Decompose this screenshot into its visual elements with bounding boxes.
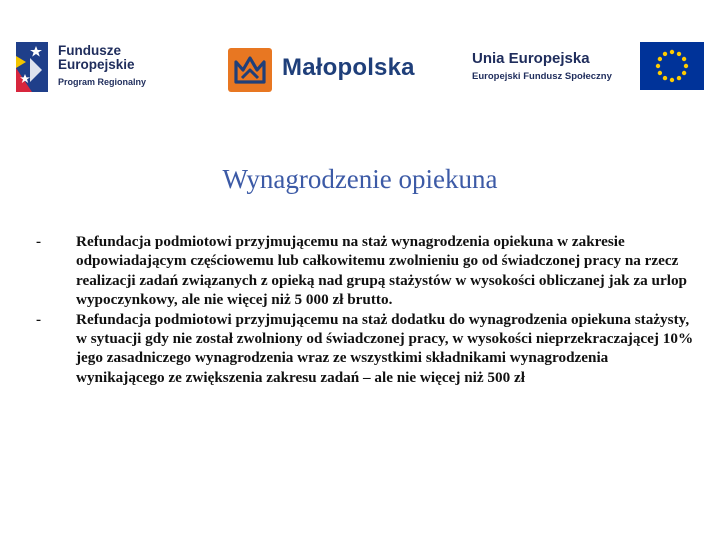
fundusze-line2: Europejskie	[58, 57, 135, 72]
bullet-text: Refundacja podmiotowi przyjmującemu na staż wynagrodzenia opiekuna w zakresie odpowiadającym częściowemu lub całkowitemu zwolnieniu go od świadczonej pracy na rzecz realizacji zadań związanych z opieką nad grupą stażystów w wysokości obliczanej jak za urlop wypoczynkowy, ale nie więcej niż 5 000 zł brutto.	[76, 233, 687, 309]
eu-flag-icon	[640, 42, 704, 90]
bullet-marker: -	[36, 233, 42, 250]
unia-line1: Unia Europejska	[472, 50, 590, 67]
malopolska-logo	[228, 48, 438, 92]
bullet-list	[36, 232, 696, 387]
unia-line2: Europejski Fundusz Społeczny	[472, 71, 612, 82]
fundusze-europejskie-text	[58, 44, 146, 89]
fundusze-line3: Program Regionalny	[58, 77, 147, 87]
malopolska-crown-icon	[228, 48, 272, 92]
bullet-marker: -	[36, 310, 42, 328]
bullet-text: Refundacja podmiotowi przyjmującemu na staż dodatku do wynagrodzenia opiekuna stażysty, w sytuacji gdy nie został zwolniony od świadczonej pracy, w wysokości nieprzekraczającej 10% jego zasadniczego wynagrodzenia wraz ze wszystkimi składnikami wynagrodzenia wynikającego ze zwiększenia zakresu zadań – ale nie więcej niż 500 zł	[76, 310, 694, 386]
fundusze-europejskie-mark-icon	[12, 38, 52, 96]
logo-bar	[0, 0, 720, 110]
page-title: Wynagrodzenie opiekuna	[222, 164, 498, 194]
unia-europejska-text	[472, 50, 612, 84]
fundusze-europejskie-logo	[12, 38, 172, 98]
unia-europejska-logo	[472, 42, 712, 94]
list-item	[36, 232, 696, 310]
list-item	[36, 310, 696, 388]
malopolska-name: Małopolska	[282, 54, 415, 81]
fundusze-line1: Fundusze	[58, 43, 121, 58]
